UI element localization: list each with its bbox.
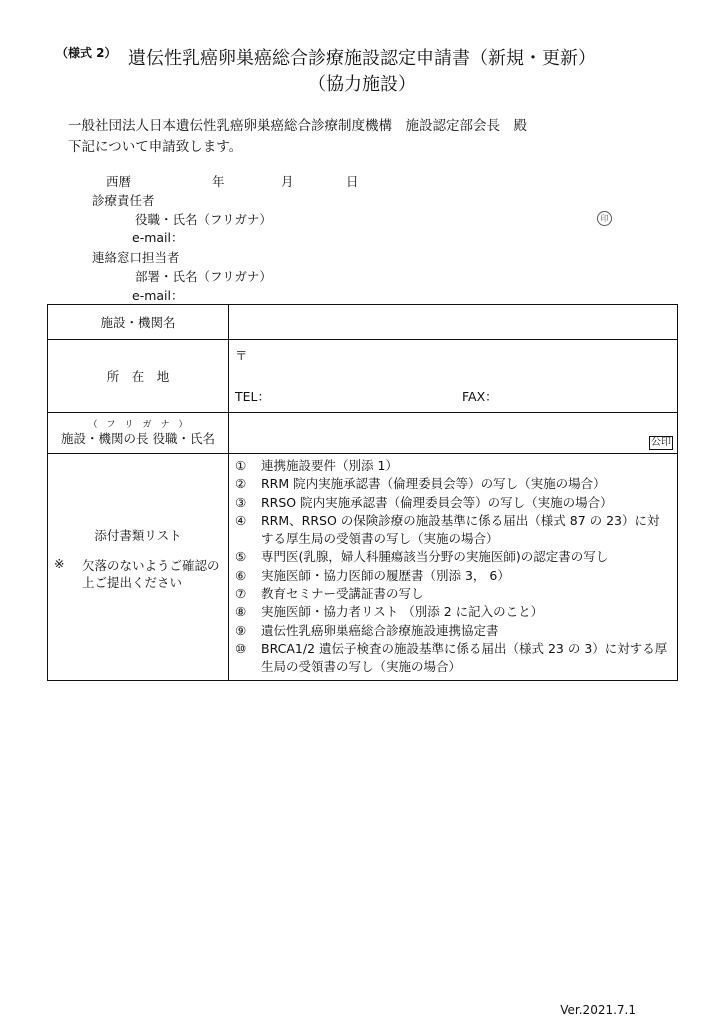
facility-name-field[interactable] bbox=[229, 305, 678, 340]
tel-label: TEL： bbox=[235, 389, 270, 404]
list-item: ③ RRSO 院内実施承認書（倫理委員会等）の写し（実施の場合） bbox=[235, 494, 613, 510]
addressee: 一般社団法人日本遺伝性乳癌卵巣癌総合診療制度機構 施設認定部会長 殿 bbox=[68, 118, 527, 134]
responsible-label: 診療責任者 bbox=[92, 193, 155, 208]
contact-label: 連絡窓口担当者 bbox=[92, 250, 180, 265]
head-label-cell bbox=[48, 413, 229, 454]
document-subtitle: （協力施設） bbox=[308, 74, 416, 95]
official-seal-mark: 公印 bbox=[651, 437, 671, 448]
list-item: ② RRM 院内実施承認書（倫理委員会等）の写し（実施の場合） bbox=[235, 476, 606, 492]
location-row bbox=[48, 340, 678, 413]
list-item: ④ RRM、RRSO の保険診療の施設基準に係る届出（様式 87 の 23）に対する厚生局の受領書の写し（実施の場合） bbox=[235, 512, 660, 547]
list-item: ⑩ BRCA1/2 遺伝子検査の施設基準に係る届出（様式 23 の 3）に対する厚生局の受領書の写し（実施の場合） bbox=[235, 640, 668, 675]
head-row bbox=[48, 413, 678, 454]
responsible-name-label: 役職・氏名（フリガナ） bbox=[135, 212, 272, 227]
contact-name-label: 部署・氏名（フリガナ） bbox=[135, 269, 272, 284]
head-ruby: （ フ リ ガ ナ ） bbox=[88, 419, 188, 430]
fax-label: FAX： bbox=[462, 389, 498, 404]
facility-name-label: 施設・機関名 bbox=[48, 305, 229, 340]
application-table bbox=[47, 304, 678, 681]
head-name-field[interactable] bbox=[229, 413, 678, 454]
location-label: 所 在 地 bbox=[48, 340, 229, 413]
attachments-list bbox=[229, 454, 677, 680]
facility-name-row bbox=[48, 305, 678, 340]
contact-email-label: e-mail： bbox=[132, 288, 184, 303]
note-line-2: 上ご提出ください bbox=[82, 574, 183, 590]
responsible-email-label: e-mail： bbox=[132, 230, 184, 245]
list-item: ⑨ 遺伝性乳癌卵巣癌総合診療施設連携協定書 bbox=[235, 622, 499, 638]
note-line-1: 欠落のないようご確認の bbox=[82, 557, 220, 573]
seal-mark-icon: 印 bbox=[597, 211, 612, 226]
list-item: ⑧ 実施医師・協力者リスト （別添 2 に記入のこと） bbox=[235, 604, 544, 620]
document-title: 遺伝性乳癌卵巣癌総合診療施設認定申請書（新規・更新） bbox=[128, 48, 596, 69]
attachments-list-cell bbox=[229, 454, 678, 681]
date-era-label: 西暦 bbox=[106, 174, 132, 189]
list-item: ⑦ 教育セミナー受講証書の写し bbox=[235, 586, 424, 602]
date-day-label: 日 bbox=[346, 174, 359, 189]
location-field[interactable] bbox=[229, 340, 678, 413]
date-year-label: 年 bbox=[212, 174, 225, 189]
note-mark: ※ bbox=[54, 555, 65, 571]
list-item: ⑥ 実施医師・協力医師の履歴書（別添 3， 6） bbox=[235, 567, 510, 583]
attachments-label: 添付書類リスト bbox=[94, 527, 182, 543]
attachments-row bbox=[48, 454, 678, 681]
head-label: 施設・機関の長 役職・氏名 bbox=[61, 430, 215, 446]
version-label: Ver.2021.7.1 bbox=[560, 1003, 636, 1017]
list-item: ① 連携施設要件（別添 1） bbox=[235, 458, 398, 473]
list-item: ⑤ 専門医(乳腺，婦人科腫瘍該当分野の実施医師)の認定書の写し bbox=[235, 549, 609, 565]
form-number: （様式 2） bbox=[56, 46, 117, 60]
request-line: 下記について申請致します。 bbox=[68, 139, 243, 155]
date-month-label: 月 bbox=[281, 174, 294, 189]
attachments-label-cell bbox=[48, 454, 229, 681]
postal-mark: 〒 bbox=[235, 348, 248, 363]
